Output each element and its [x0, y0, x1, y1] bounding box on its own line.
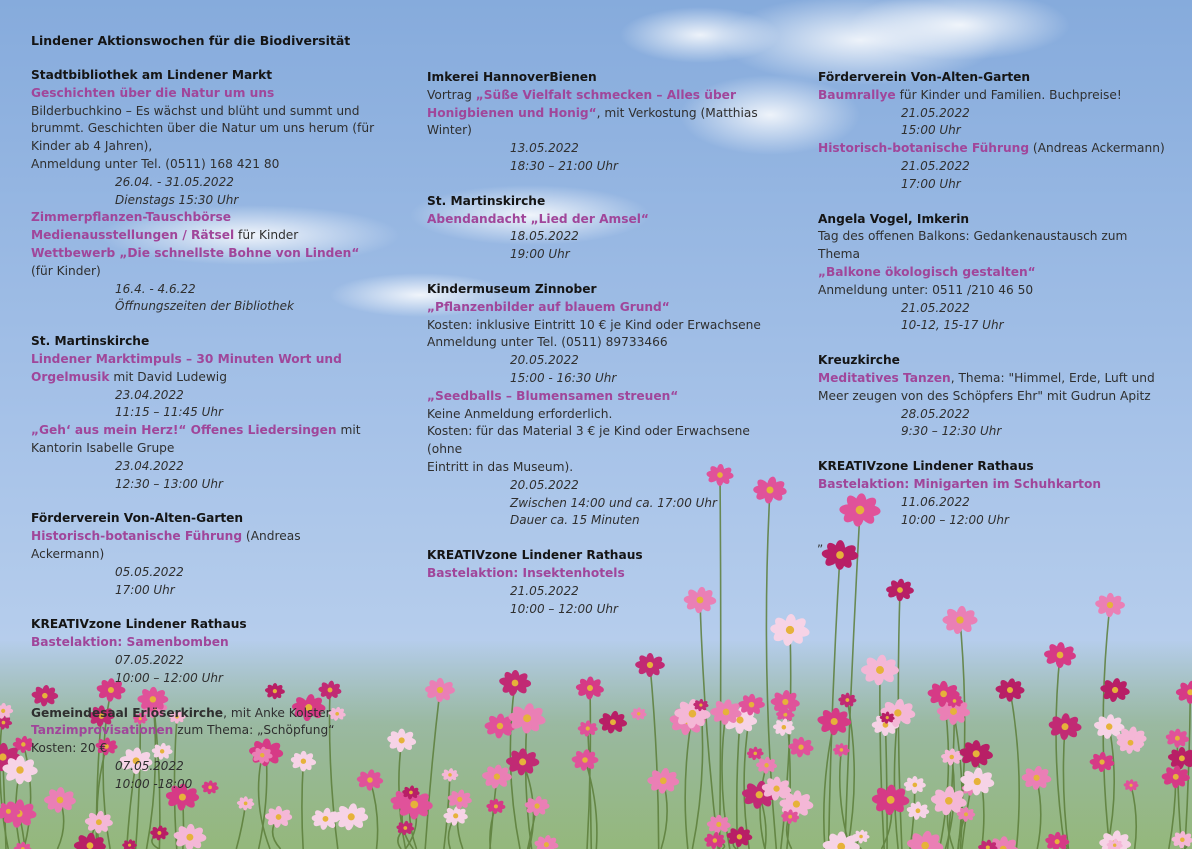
event-title: Geschichten über die Natur um uns [31, 85, 275, 100]
event-title: Honigbienen und Honig“ [427, 105, 597, 120]
text-part: KREATIVzone Lindener Rathaus [818, 459, 1034, 474]
event-line [427, 388, 782, 406]
event-line [818, 282, 1170, 300]
text-part: 26.04. - 31.05.2022 [115, 174, 234, 189]
event-line [427, 211, 782, 229]
event-line [31, 245, 376, 263]
text-part: Kantorin Isabelle Grupe [31, 440, 175, 455]
event-line [31, 440, 376, 458]
event-title: Abendandacht „Lied der Amsel“ [427, 211, 649, 226]
text-part: 15:00 - 16:30 Uhr [510, 370, 617, 385]
text-part: für Kinder und Familien. Buchpreise! [895, 87, 1122, 102]
event-line [31, 263, 376, 281]
organizer-name [31, 616, 376, 634]
event-line [31, 209, 376, 227]
text-part: (Andreas Ackermann) [1029, 141, 1165, 156]
event-block [818, 211, 1170, 336]
text-part: 16.4. - 4.6.22 [115, 281, 196, 296]
text-part: 23.04.2022 [115, 458, 184, 473]
text-part: Dienstags 15:30 Uhr [115, 192, 239, 207]
text-part: Stadtbibliothek am Lindener Markt [31, 68, 273, 82]
event-date [818, 494, 1170, 512]
text-part: Zwischen 14:00 und ca. 17:00 Uhr [510, 495, 717, 510]
text-part: 10:00 -18:00 [115, 776, 193, 791]
event-date [818, 176, 1170, 194]
text-part: Förderverein Von-Alten-Garten [818, 70, 1031, 84]
text-part: , mit Anke Kolster [223, 705, 331, 720]
text-part: Meer zeugen von des Schöpfers Ehr" mit Gudrun Apitz [818, 388, 1151, 403]
event-date [31, 652, 376, 670]
event-line [427, 565, 782, 583]
event-date [31, 298, 376, 316]
text-part: Bilderbuchkino – Es wächst und blüht und summt und [31, 103, 360, 118]
event-block [31, 333, 376, 493]
text-part: 19:00 Uhr [510, 247, 570, 262]
event-line [31, 634, 376, 652]
text-part: Imkerei HannoverBienen [427, 70, 597, 84]
text-part: 9:30 – 12:30 Uhr [901, 424, 1002, 439]
text-part: 21.05.2022 [510, 583, 579, 598]
text-part: 21.05.2022 [901, 105, 970, 120]
event-line [427, 105, 782, 123]
event-date [818, 105, 1170, 123]
text-part: 13.05.2022 [510, 141, 579, 156]
organizer-name [427, 281, 782, 299]
text-part: Kinder ab 4 Jahren), [31, 139, 153, 154]
text-part: 20.05.2022 [510, 477, 579, 492]
text-part: 11:15 – 11:45 Uhr [115, 405, 223, 420]
text-part: KREATIVzone Lindener Rathaus [427, 548, 643, 563]
event-date [427, 246, 782, 264]
column-3 [818, 69, 1170, 546]
event-date [818, 300, 1170, 318]
event-date [427, 140, 782, 158]
event-line [427, 87, 782, 105]
text-part: für Kinder [234, 228, 299, 243]
event-title: Tanzimprovisationen [31, 723, 174, 738]
event-title: „Pflanzenbilder auf blauem Grund“ [427, 299, 670, 314]
event-block [427, 281, 782, 530]
event-block [31, 705, 376, 794]
event-date [31, 758, 376, 776]
text-part: 18:30 – 21:00 Uhr [510, 158, 618, 173]
event-line [427, 459, 782, 477]
event-date [818, 317, 1170, 335]
organizer-name [427, 69, 782, 87]
event-line [31, 705, 376, 723]
event-date [31, 776, 376, 794]
event-date [818, 122, 1170, 140]
event-date [427, 495, 782, 513]
event-title: Medienausstellungen / Rätsel [31, 228, 235, 243]
event-block [31, 67, 376, 316]
event-line [427, 122, 782, 140]
event-date [427, 512, 782, 530]
event-date [31, 387, 376, 405]
event-title: Meditatives Tanzen [818, 370, 951, 385]
text-part: , mit Verkostung (Matthias [596, 105, 758, 120]
text-part: 15:00 Uhr [901, 123, 961, 138]
text-part: Kosten: für das Material 3 € je Kind oder Erwachsene (ohne [427, 424, 750, 457]
text-part: 21.05.2022 [901, 158, 970, 173]
text-part: 10:00 – 12:00 Uhr [901, 512, 1009, 527]
text-part: 18.05.2022 [510, 229, 579, 244]
text-part: brummt. Geschichten über die Natur um uns herum (für [31, 121, 375, 136]
event-date [818, 512, 1170, 530]
event-line [427, 299, 782, 317]
event-title: Historisch-botanische Führung [818, 141, 1030, 156]
text-part: Kreuzkirche [818, 353, 900, 368]
event-block [427, 193, 782, 264]
event-title: Zimmerpflanzen-Tauschbörse [31, 210, 232, 225]
text-part: Vortrag [427, 87, 476, 102]
text-part: 05.05.2022 [115, 564, 184, 579]
text-part: Öffnungszeiten der Bibliothek [115, 299, 294, 314]
event-line [31, 351, 376, 369]
organizer-name [427, 547, 782, 565]
text-part: Kindermuseum Zinnober [427, 281, 597, 296]
event-line [818, 476, 1170, 494]
event-title: „Seedballs – Blumensamen streuen“ [427, 388, 679, 403]
event-date [427, 352, 782, 370]
text-part: St. Martinskirche [427, 193, 546, 208]
event-title: Lindener Marktimpuls – 30 Minuten Wort und [31, 351, 342, 366]
event-date [31, 458, 376, 476]
text-part: zum Thema: „Schöpfung“ [173, 723, 335, 738]
column-1 [31, 67, 376, 810]
text-part: St. Martinskirche [31, 334, 150, 349]
event-block [31, 510, 376, 599]
organizer-name [31, 333, 376, 351]
event-block [427, 69, 782, 176]
text-part: Dauer ca. 15 Minuten [510, 513, 640, 528]
event-title: „Balkone ökologisch gestalten“ [818, 264, 1036, 279]
organizer-name [818, 458, 1170, 476]
event-line [818, 228, 1170, 264]
event-line [427, 406, 782, 424]
event-block [818, 458, 1170, 529]
event-date [427, 370, 782, 388]
text-part: mit David Ludewig [109, 369, 227, 384]
organizer-name [818, 69, 1170, 87]
event-date [31, 281, 376, 299]
event-title: Orgelmusik [31, 369, 110, 384]
text-part: 17:00 Uhr [901, 176, 961, 191]
event-date [31, 404, 376, 422]
text-part: Eintritt in das Museum). [427, 459, 574, 474]
event-line [31, 422, 376, 440]
event-line [818, 140, 1170, 158]
event-title: Wettbewerb „Die schnellste Bohne von Linden“ [31, 245, 360, 260]
event-date [31, 174, 376, 192]
event-date [31, 582, 376, 600]
text-part: 10:00 – 12:00 Uhr [115, 670, 223, 685]
event-line [818, 370, 1170, 388]
text-part: 11.06.2022 [901, 494, 970, 509]
organizer-name [427, 193, 782, 211]
event-date [31, 192, 376, 210]
text-part: Anmeldung unter Tel. (0511) 89733466 [427, 335, 668, 350]
event-line [31, 528, 376, 564]
event-line [427, 317, 782, 335]
text-part: (für Kinder) [31, 263, 101, 278]
column-2 [427, 69, 782, 635]
text-part: (Andreas Ackermann) [31, 529, 301, 561]
event-date [427, 583, 782, 601]
event-line [31, 740, 376, 758]
text-part: Anmeldung unter: 0511 /210 46 50 [818, 282, 1034, 297]
event-block [31, 616, 376, 687]
text-part: Kosten: inklusive Eintritt 10 € je Kind oder Erwachsene [427, 317, 761, 332]
organizer-name [31, 67, 376, 85]
event-line [31, 156, 376, 174]
event-line [31, 369, 376, 387]
event-line [818, 87, 1170, 105]
text-part: , Thema: "Himmel, Erde, Luft und [950, 370, 1155, 385]
organizer-name [818, 211, 1170, 229]
event-line [818, 264, 1170, 282]
stray-quote-mark: „ [817, 535, 824, 549]
text-part: 12:30 – 13:00 Uhr [115, 476, 223, 491]
text-part: Gemeindesaal Erlöserkirche [31, 705, 224, 720]
text-part: Angela Vogel, Imkerin [818, 211, 970, 226]
text-part: 21.05.2022 [901, 300, 970, 315]
event-date [31, 670, 376, 688]
text-part: 10:00 – 12:00 Uhr [510, 601, 618, 616]
event-line [31, 85, 376, 103]
text-part: Anmeldung unter Tel. (0511) 168 421 80 [31, 156, 280, 171]
text-part: 17:00 Uhr [115, 582, 175, 597]
event-title: Historisch-botanische Führung [31, 529, 243, 544]
event-date [31, 564, 376, 582]
event-block [818, 69, 1170, 194]
text-part: Winter) [427, 123, 472, 138]
event-line [31, 227, 376, 245]
organizer-name [818, 352, 1170, 370]
event-title: Bastelaktion: Insektenhotels [427, 565, 625, 580]
event-line [427, 423, 782, 459]
event-title: Baumrallye [818, 87, 896, 102]
event-line [31, 103, 376, 121]
event-block [818, 352, 1170, 441]
event-line [427, 334, 782, 352]
text-part: 07.05.2022 [115, 652, 184, 667]
text-part: Förderverein Von-Alten-Garten [31, 511, 244, 526]
event-date [427, 228, 782, 246]
event-date [427, 477, 782, 495]
text-part: 28.05.2022 [901, 406, 970, 421]
event-title: Bastelaktion: Samenbomben [31, 635, 229, 650]
text-part: Tag des offenen Balkons: Gedankenaustausch zum Thema [818, 229, 1128, 262]
text-part: Keine Anmeldung erforderlich. [427, 406, 613, 421]
organizer-name [31, 510, 376, 528]
event-title: „Geh‘ aus mein Herz!“ Offenes Liedersingen [31, 423, 337, 438]
event-date [427, 158, 782, 176]
event-date [818, 423, 1170, 441]
event-line [31, 722, 376, 740]
text-part: 10-12, 15-17 Uhr [901, 318, 1004, 333]
event-date [818, 158, 1170, 176]
event-title: Bastelaktion: Minigarten im Schuhkarton [818, 476, 1102, 491]
event-block [427, 547, 782, 618]
text-part: KREATIVzone Lindener Rathaus [31, 617, 247, 632]
text-part: mit [336, 423, 361, 438]
text-part: 20.05.2022 [510, 353, 579, 368]
text-part: Kosten: 20 € [31, 741, 108, 756]
event-title: „Süße Vielfalt schmecken – Alles über [475, 87, 736, 102]
event-line [31, 120, 376, 138]
event-date [31, 476, 376, 494]
text-part: 07.05.2022 [115, 758, 184, 773]
event-line [31, 138, 376, 156]
event-line [818, 388, 1170, 406]
page-title: Lindener Aktionswochen für die Biodiversität [31, 33, 351, 48]
event-date [427, 601, 782, 619]
text-part: 23.04.2022 [115, 387, 184, 402]
event-date [818, 406, 1170, 424]
